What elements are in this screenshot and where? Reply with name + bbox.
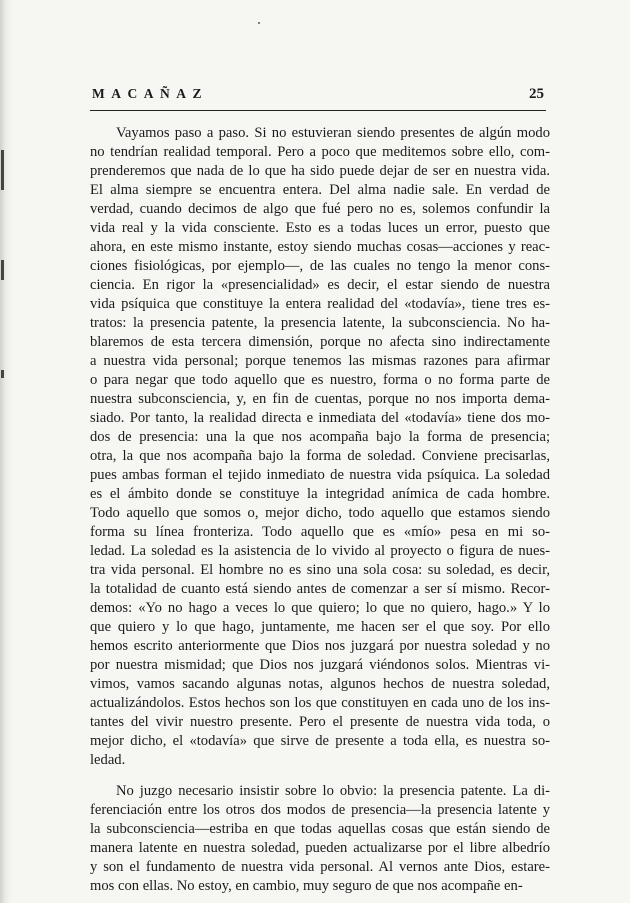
text-line: siado. Por tanto, la realidad directa e inmediata del «todavía» tiene dos mo- — [90, 410, 550, 426]
text-line: la subconsciencia—estriba en que todas aquellas cosas que están siendo de — [90, 821, 550, 837]
text-line: verdad, cuando decimos de algo que fué pero no es, solemos confundir la — [90, 201, 550, 217]
text-line: dos de presencia: una la que nos acompaña bajo la forma de presencia; — [90, 429, 550, 445]
text-line: forma su línea fronteriza. Todo aquello que es «mío» pesa en mi so- — [90, 524, 550, 540]
page-binding-edge — [0, 0, 12, 903]
text-line: no tendrían realidad temporal. Pero a poco que meditemos sobre ello, com- — [90, 144, 550, 160]
text-line: y son el fundamento de nuestra vida personal. Al vernos ante Dios, estare- — [90, 859, 550, 875]
text-line: es el ámbito donde se constituye la integridad anímica de cada hombre. — [90, 486, 550, 502]
text-line: nuestra subconsciencia, y, en fin de cuentas, porque no nos importa dema- — [90, 391, 550, 407]
text-line: demos: «Yo no hago a veces lo que quiero; lo que no quiero, hago.» Y lo — [90, 600, 550, 616]
text-line: ciencia. En rigor la «presencialidad» es decir, el estar siendo de nuestra — [90, 277, 550, 293]
page-header — [92, 86, 544, 110]
text-line: actualizándolos. Estos hechos son los que constituyen en cada uno de los ins- — [90, 695, 550, 711]
text-line: ledad. — [90, 752, 126, 768]
text-line: o para negar que todo aquello que es nuestro, forma o no forma parte de — [90, 372, 550, 388]
text-line: por nuestra mismidad; que Dios nos juzgará viéndonos solos. Mientras vi- — [90, 657, 550, 673]
text-line: ferenciación entre los otros dos modos de presencia—la presencia latente y — [90, 802, 550, 818]
text-line: mos con ellas. No estoy, en cambio, muy seguro de que nos acompañe en- — [90, 878, 523, 894]
text-line: vimos, vamos sacando algunas notas, algunos hechos de nuestra soledad, — [90, 676, 550, 692]
text-line: ciones fisiológicas, por ejemplo—, de las cuales no tengo la menor cons- — [90, 258, 550, 274]
text-line: blaremos de esta tercera dimensión, porque no afecta sino indirectamente — [90, 334, 550, 350]
text-line: No juzgo necesario insistir sobre lo obvio: la presencia patente. La di- — [116, 783, 550, 799]
running-title: MACAÑAZ — [92, 86, 208, 101]
text-line: pues ambas forman el tejido inmediato de nuestra vida psíquica. La soledad — [90, 467, 550, 483]
text-line: vida real y la vida consciente. Esto es a todas luces un error, puesto que — [90, 220, 550, 236]
paragraph-2 — [90, 782, 550, 896]
text-line: Vayamos paso a paso. Si no estuvieran siendo presentes de algún modo — [116, 125, 550, 141]
text-line: tantes del vivir nuestro presente. Pero el presente de nuestra vida toda, o — [90, 714, 550, 730]
text-line: tra vida personal. El hombre no es sino una sola cosa: su soledad, es decir, — [90, 562, 550, 578]
edge-mark — [1, 150, 4, 190]
text-line: ledad. La soledad es la asistencia de lo vivido al proyecto o figura de nues- — [90, 543, 550, 559]
text-line: Todo aquello que somos o, mejor dicho, todo aquello que estamos siendo — [90, 505, 550, 521]
text-line: vida psíquica que constituye la entera realidad del «todavía», tiene tres es- — [90, 296, 550, 312]
text-line: a nuestra vida personal; porque tenemos las mismas razones para afirmar — [90, 353, 550, 369]
text-line: El alma siempre se encuentra entera. Del alma nadie sale. En verdad de — [90, 182, 550, 198]
text-line: otra, la que nos acompaña bajo la forma de soledad. Conviene precisarlas, — [90, 448, 550, 464]
text-line: ahora, en este mismo instante, estoy siendo muchas cosas—acciones y reac- — [90, 239, 550, 255]
text-line: mejor dicho, el «todavía» que sirve de presente a toda ella, es nuestra so- — [90, 733, 550, 749]
text-line: manera latente en nuestra soledad, pueden actualizarse por el libre albedrío — [90, 840, 550, 856]
page-number: 25 — [529, 86, 544, 102]
text-line: que quiero y lo que hago, juntamente, me hacen ser el que soy. Por ello — [90, 619, 550, 635]
paragraph-1 — [90, 124, 550, 770]
body-text — [90, 124, 550, 896]
text-line: tratos: la presencia patente, la presencia latente, la subconsciencia. No ha- — [90, 315, 550, 331]
header-rule — [90, 110, 546, 111]
text-line: la totalidad de cuanto está siendo antes de comenzar a ser sí mismo. Recor- — [90, 581, 550, 597]
print-speck — [258, 22, 260, 24]
edge-mark — [1, 260, 4, 280]
text-line: prenderemos que nada de lo que ha sido puede dejar de ser en nuestra vida. — [90, 163, 550, 179]
edge-mark — [1, 370, 4, 378]
text-line: hemos escrito anteriormente que Dios nos juzgará por nuestra soledad y no — [90, 638, 550, 654]
